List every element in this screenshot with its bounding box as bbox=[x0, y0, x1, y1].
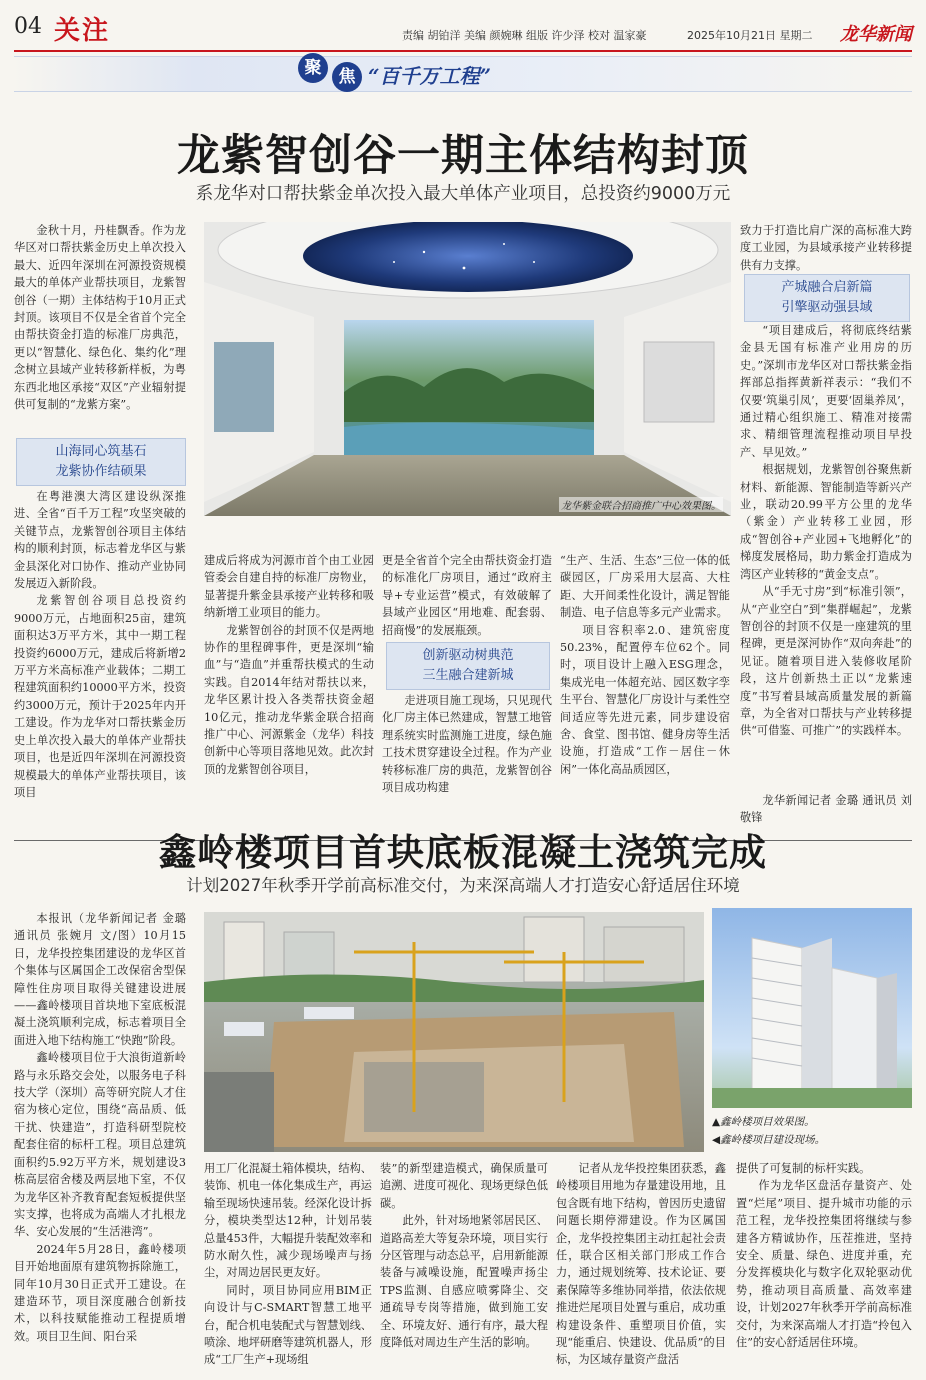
byline-text: 龙华新闻记者 金璐 通讯员 刘敬锋 bbox=[740, 794, 912, 825]
story1-photo-caption: 龙华紫金联合招商推广中心效果图。 bbox=[559, 497, 723, 512]
story1-col3-bottom bbox=[382, 692, 552, 828]
story1-col3-top bbox=[382, 552, 552, 640]
paragraph: 项目容积率2.0、建筑密度50.23%，配置停车位62个。同时，项目设计上融入ESG理念，集成光电一体超充站、园区数字孪生平台、智慧化厂房设计与柔性空间适应等先进元素，同步建设宿舍、食堂、图书馆、健身房等生活设施，打造成“工作－居住－休闲”一体化高品质园区， bbox=[560, 623, 730, 776]
story2-col1 bbox=[14, 910, 186, 1374]
story2-rendering-photo bbox=[712, 908, 912, 1108]
focus-banner bbox=[14, 56, 912, 92]
credits: 责编 胡铂洋 美编 颜婉琳 组版 许少泽 校对 温家豪 bbox=[402, 29, 647, 42]
story2-construction-photo bbox=[204, 912, 704, 1152]
story1-photo bbox=[204, 222, 731, 516]
paragraph: 本报讯（龙华新闻记者 金璐 通讯员 张婉月 文/图）10月15日，龙华投控集团建设的龙华区首个集体与区属国企工改保宿舍型保障性住房项目取得关键建设进展——鑫岭楼项目首块地下室底板混凝土浇筑顺利完成，标志着项目全面进入地下结构施工“快跑”阶段。 bbox=[14, 912, 186, 1047]
story1-headline: 龙紫智创谷一期主体结构封顶 bbox=[177, 131, 749, 181]
paragraph: 用工厂化混凝土箱体模块，结构、装饰、机电一体化集成生产，再运输至现场快速吊装。经深化设计拆分，模块类型达12种，计划吊装总量453件，大幅提升装配效率和防水耐久性，减少现场噪声与扬尘，对周边居民更友好。 bbox=[204, 1162, 372, 1280]
header-rule bbox=[14, 50, 912, 52]
paragraph: 装”的新型建造模式，确保质量可追溯、进度可视化、现场更绿色低碳。 bbox=[380, 1162, 548, 1210]
paragraph: 金秋十月，丹桂飘香。作为龙华区对口帮扶紫金历史上单次投入最大、近四年深圳在河源投资规模最大的单体产业帮扶项目，龙紫智创谷（一期）主体结构于10月正式封顶。该项目不仅是全省首个完全由帮扶资金打造的标准厂房典范，更以“智慧化、绿色化、集约化”理念树立县域产业转移新样板，为粤东西北地区承接“双区”产业辐射提供可复制的“龙紫方案”。 bbox=[14, 224, 186, 412]
subhead-line: 三生融合建新城 bbox=[422, 668, 514, 683]
story1-col1-bottom bbox=[14, 488, 186, 822]
paragraph: 提供了可复制的标杆实践。 bbox=[736, 1162, 871, 1175]
paragraph: 从“手无寸房”到“标准引领”，从“产业空白”到“集群崛起”，龙紫智创谷的封顶不仅是一座建筑的里程碑，更是深河协作“双向奔赴”的见证。随着项目进入装修收尾阶段，这片创新热土正以“龙紫速度”书写着县域高质量发展的新篇章，为全省对口帮扶与产业转移提供“可借鉴、可推广”的实践样本。 bbox=[740, 585, 912, 738]
story2-col3 bbox=[380, 1160, 548, 1374]
story1-subhead-1 bbox=[16, 438, 186, 486]
story1-col5-top bbox=[740, 222, 912, 276]
paragraph: “项目建成后，将彻底终结紫金县无国有标准产业用房的历史。”深圳市龙华区对口帮扶紫金指挥部总指挥黄新祥表示：“我们不仅要‘筑巢引凤’，更要‘固巢养凤’，通过精心组织施工、精准对接需求、精细管理流程推动项目早投产、早见效。” bbox=[740, 324, 912, 459]
story2-caption-1: ▲鑫岭楼项目效果图。 bbox=[712, 1116, 815, 1128]
banner-title: “百千万工程” bbox=[368, 64, 492, 88]
paragraph: 此外，针对场地紧邻居民区、道路高差大等复杂环境，项目实行分区管理与动态总平，启用新能源装备与减噪设施，配置噪声扬尘TPS监测、自感应喷雾降尘、交通疏导专岗等措施，做到施工安全、环境友好、通行有序，最大程度降低对周边生产生活的影响。 bbox=[380, 1214, 548, 1350]
paragraph: 作为龙华区盘活存量资产、处置“烂尾”项目、提升城市功能的示范工程，龙华投控集团将继续与参建各方精诚协作，压茬推进，坚持安全、质量、绿色、进度并重，充分发挥模块化与数字化双轮驱动优势，推动项目高质量、高效率建设，计划2027年秋季开学前高标准交付，为来深高端人才打造“拎包入住”的安心舒适居住环境。 bbox=[736, 1179, 912, 1350]
paragraph: 同时，项目协同应用BIM正向设计与C-SMART智慧工地平台，配合机电装配式与智慧划线、喷涂、地坪研磨等建筑机器人，形成“工厂生产+现场组 bbox=[204, 1283, 372, 1367]
subhead-line: 产城融合启新篇 bbox=[781, 280, 873, 295]
paragraph: 致力于打造比肩广深的高标准大跨度工业园，为县域承接产业转移提供有力支撑。 bbox=[740, 224, 912, 272]
paragraph: 2024年5月28日，鑫岭楼项目开始地面原有建筑物拆除施工，同年10月30日正式开工建设。在建造环节，项目深度融合创新技术，以科技赋能推动工程提质增效。项目卫生间、阳台采 bbox=[14, 1242, 186, 1343]
subhead-line: 龙紫协作结硕果 bbox=[55, 464, 147, 479]
paragraph: 更是全省首个完全由帮扶资金打造的标准化厂房项目，通过“政府主导+专业运营”模式，有效破解了县域产业园区“用地难、配套弱、招商慢”的发展瓶颈。 bbox=[382, 554, 552, 637]
paragraph: 龙紫智创谷的封顶不仅是两地协作的里程碑事件，更是深圳“输血”与“造血”并重帮扶模式的生动实践。自2014年结对帮扶以来，龙华区累计投入各类帮扶资金超10亿元，推动龙华紫金联合招商推广中心、河源紫金（龙华）科技创新中心等项目落地见效。此次封顶的龙紫智创谷项目， bbox=[204, 623, 374, 776]
paragraph: 走进项目施工现场，只见现代化厂房主体已然建成，智慧工地管理系统实时监测施工进度，绿色施工技术贯穿建设全过程。作为产业转移标准厂房的典范，龙紫智创谷项目成功构建 bbox=[382, 694, 552, 795]
story2-headline: 鑫岭楼项目首块底板混凝土浇筑完成 bbox=[159, 830, 767, 874]
subhead-line: 山海同心筑基石 bbox=[55, 444, 147, 459]
story2-col4 bbox=[556, 1160, 726, 1374]
paragraph: “生产、生活、生态”三位一体的低碳园区，厂房采用大层高、大柱距、大开间柔性化设计，满足智能制造、电子信息等多元产业需求。 bbox=[560, 554, 730, 620]
story1-col2 bbox=[204, 552, 374, 826]
exhibition-hall-illustration bbox=[204, 222, 731, 516]
construction-site-illustration bbox=[204, 912, 704, 1152]
subhead-line: 创新驱动树典范 bbox=[422, 648, 514, 663]
paragraph: 建成后将成为河源市首个由工业园管委会自建自持的标准厂房物业，显著提升紫金县承接产业转移和吸纳新增工业项目的能力。 bbox=[204, 554, 374, 620]
story1-col4 bbox=[560, 552, 730, 826]
paragraph: 在粤港澳大湾区建设纵深推进、全省“百千万工程”攻坚突破的关键节点，龙紫智创谷项目主体结构的顺利封顶，标志着龙华区与紫金县深化对口协作、推动产业协同发展迈入新阶段。 bbox=[14, 490, 186, 591]
page-number: 04 bbox=[14, 14, 42, 39]
paragraph: 龙紫智创谷项目总投资约9000万元，占地面积25亩，建筑面积达3万平方米，其中一期工程投资约6000万元，建成后将新增2万平方米高标准产业载体；二期工程建筑面积约10000平方米，投资约3000万元，预计于2025年内开工建设。作为龙华对口帮扶紫金历史上单次投入最大的单体产业帮扶项目，也是近四年深圳在河源投资规模最大的单体产业帮扶项目，该项目 bbox=[14, 594, 186, 799]
paragraph: 记者从龙华投控集团获悉，鑫岭楼项目用地为存量建设用地，且包含既有地下结构，曾因历史遗留问题长期停滞建设。作为区属国企，龙华投控集团主动扛起社会责任，联合区相关部门形成工作合力，通过规划统筹、技术论证、要素保障等多维协同举措，依法依规推进烂尾项目处置与重启，成功重构建设条件、重塑项目价值，实现“能重启、快建设、优品质”的目标，为区域存量资产盘活 bbox=[556, 1162, 726, 1367]
story1-subhead-3 bbox=[744, 274, 910, 322]
story1-subhead-2 bbox=[386, 642, 550, 690]
story2-col5 bbox=[736, 1160, 912, 1374]
tower-rendering-illustration bbox=[712, 908, 912, 1108]
story2-col2 bbox=[204, 1160, 372, 1374]
story1-deck: 系龙华对口帮扶紫金单次投入最大单体产业项目，总投资约9000万元 bbox=[195, 184, 731, 204]
section-name: 关注 bbox=[54, 16, 111, 46]
story1-col5-bottom bbox=[740, 322, 912, 792]
issue-date: 2025年10月21日 星期二 bbox=[687, 29, 813, 42]
banner-char-1: 聚 bbox=[298, 53, 328, 83]
paragraph: 根据规划，龙紫智创谷聚焦新材料、新能源、智能制造等新兴产业，联动20.99平方公里的龙华（紫金）产业转移工业园，形成“智创谷+产业园+飞地孵化”的梯度发展格局，助力紫金打造成为湾区产业转移的“黄金支点”。 bbox=[740, 463, 912, 581]
paper-name: 龙华新闻 bbox=[840, 24, 912, 45]
banner-char-2: 焦 bbox=[332, 62, 362, 92]
story2-deck: 计划2027年秋季开学前高标准交付，为来深高端人才打造安心舒适居住环境 bbox=[186, 876, 740, 895]
paragraph: 鑫岭楼项目位于大浪街道新岭路与永乐路交会处，以服务电子科技大学（深圳）高等研究院人才住宿为核心定位，围绕“高品质、低干扰、快建造”，打造科研型院校配套住宿的标杆工程。项目总建筑面积约5.92万平方米，规划建设3栋高层宿舍楼及两层地下室，不仅为龙华区补齐教育配套短板提供坚实支撑，也将成为高端人才扎根龙华、安心发展的“生活港湾”。 bbox=[14, 1051, 186, 1239]
story2-caption-2: ◀鑫岭楼项目建设现场。 bbox=[712, 1134, 826, 1146]
subhead-line: 引擎驱动强县域 bbox=[781, 300, 873, 315]
story1-col1-top bbox=[14, 222, 186, 434]
